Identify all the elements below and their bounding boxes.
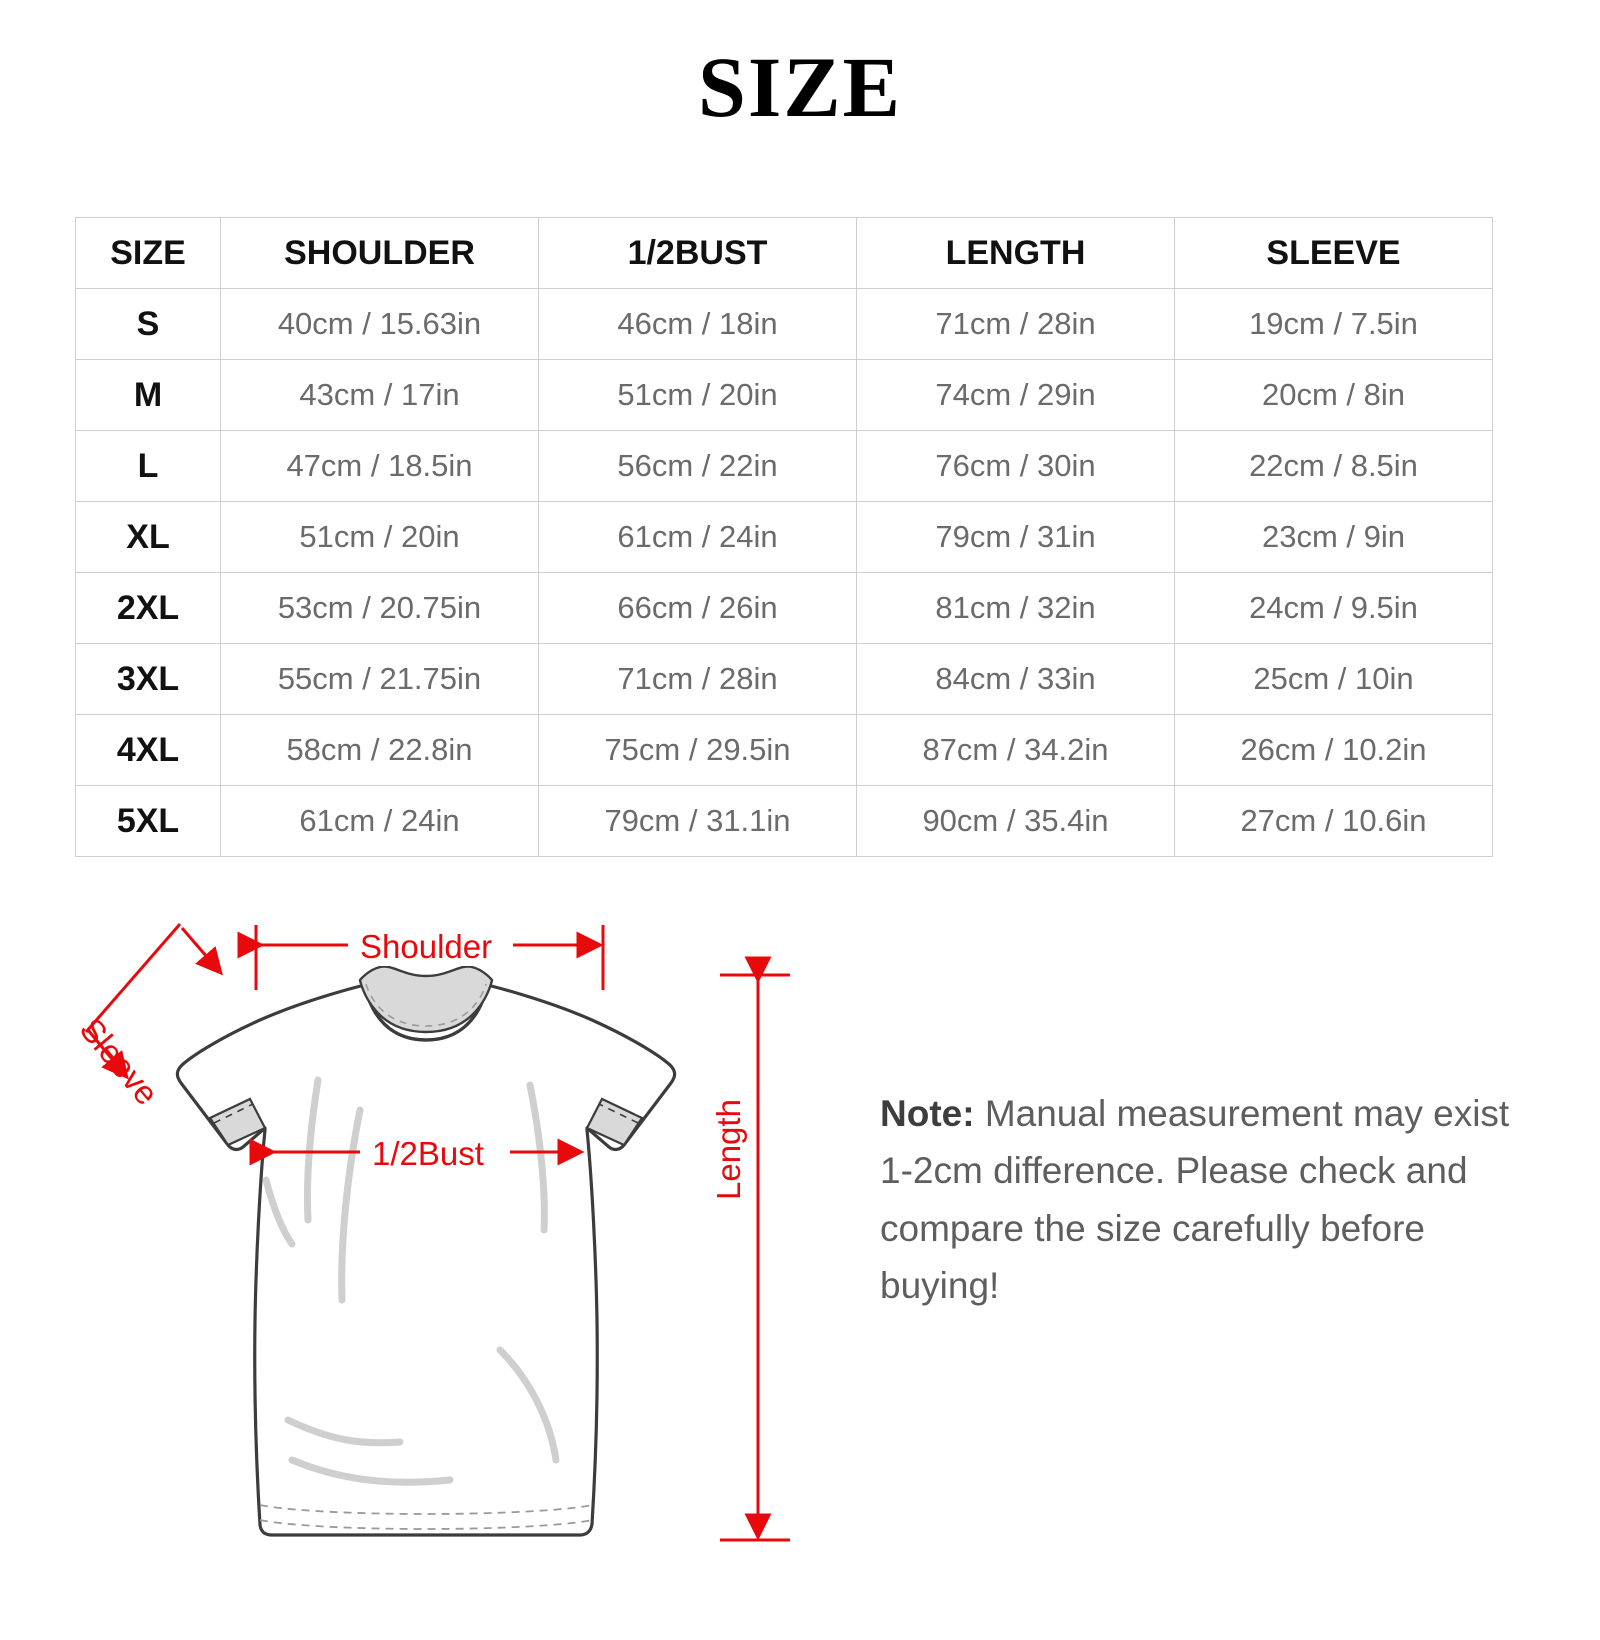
cell-shoulder: 53cm / 20.75in (221, 573, 539, 644)
cell-halfbust: 79cm / 31.1in (539, 786, 857, 857)
cell-length: 79cm / 31in (857, 502, 1175, 573)
cell-sleeve: 20cm / 8in (1175, 360, 1493, 431)
note-text: Manual measurement may exist 1-2cm difference. Please check and compare the size carefully before buying! (880, 1093, 1510, 1307)
table-row (76, 431, 1493, 502)
cell-halfbust: 66cm / 26in (539, 573, 857, 644)
cell-size: 4XL (76, 715, 221, 786)
cell-halfbust: 46cm / 18in (539, 289, 857, 360)
cell-halfbust: 71cm / 28in (539, 644, 857, 715)
table-row (76, 786, 1493, 857)
column-header-length: LENGTH (857, 218, 1175, 289)
page-title: SIZE (697, 39, 903, 135)
note-label: Note: (880, 1093, 975, 1134)
cell-sleeve: 24cm / 9.5in (1175, 573, 1493, 644)
length-label: Length (710, 1099, 747, 1200)
size-chart-table (75, 217, 1493, 857)
table-row (76, 502, 1493, 573)
table-row (76, 360, 1493, 431)
column-header-sleeve: SLEEVE (1175, 218, 1493, 289)
cell-length: 76cm / 30in (857, 431, 1175, 502)
cell-size: 5XL (76, 786, 221, 857)
table-row (76, 573, 1493, 644)
cell-shoulder: 40cm / 15.63in (221, 289, 539, 360)
table-row (76, 644, 1493, 715)
table-header-row (76, 218, 1493, 289)
cell-sleeve: 23cm / 9in (1175, 502, 1493, 573)
cell-halfbust: 51cm / 20in (539, 360, 857, 431)
cell-size: L (76, 431, 221, 502)
cell-length: 71cm / 28in (857, 289, 1175, 360)
tshirt-illustration (177, 967, 674, 1535)
tshirt-measurement-diagram (60, 880, 860, 1600)
cell-size: XL (76, 502, 221, 573)
table-row (76, 289, 1493, 360)
cell-shoulder: 43cm / 17in (221, 360, 539, 431)
cell-sleeve: 19cm / 7.5in (1175, 289, 1493, 360)
cell-sleeve: 22cm / 8.5in (1175, 431, 1493, 502)
cell-halfbust: 56cm / 22in (539, 431, 857, 502)
table-row (76, 715, 1493, 786)
cell-size: 3XL (76, 644, 221, 715)
sleeve-label: Sleeve (72, 1010, 166, 1112)
cell-shoulder: 51cm / 20in (221, 502, 539, 573)
cell-shoulder: 61cm / 24in (221, 786, 539, 857)
column-header-halfbust: 1/2BUST (539, 218, 857, 289)
cell-size: S (76, 289, 221, 360)
cell-halfbust: 75cm / 29.5in (539, 715, 857, 786)
cell-sleeve: 25cm / 10in (1175, 644, 1493, 715)
length-dimension (696, 975, 790, 1540)
cell-shoulder: 58cm / 22.8in (221, 715, 539, 786)
cell-sleeve: 27cm / 10.6in (1175, 786, 1493, 857)
cell-shoulder: 47cm / 18.5in (221, 431, 539, 502)
note-block (880, 1085, 1540, 1314)
cell-shoulder: 55cm / 21.75in (221, 644, 539, 715)
column-header-shoulder: SHOULDER (221, 218, 539, 289)
cell-size: 2XL (76, 573, 221, 644)
cell-length: 81cm / 32in (857, 573, 1175, 644)
cell-size: M (76, 360, 221, 431)
cell-length: 84cm / 33in (857, 644, 1175, 715)
cell-length: 87cm / 34.2in (857, 715, 1175, 786)
cell-length: 90cm / 35.4in (857, 786, 1175, 857)
column-header-size: SIZE (76, 218, 221, 289)
shoulder-label: Shoulder (360, 928, 493, 965)
cell-sleeve: 26cm / 10.2in (1175, 715, 1493, 786)
halfbust-label: 1/2Bust (372, 1135, 484, 1172)
cell-halfbust: 61cm / 24in (539, 502, 857, 573)
cell-length: 74cm / 29in (857, 360, 1175, 431)
